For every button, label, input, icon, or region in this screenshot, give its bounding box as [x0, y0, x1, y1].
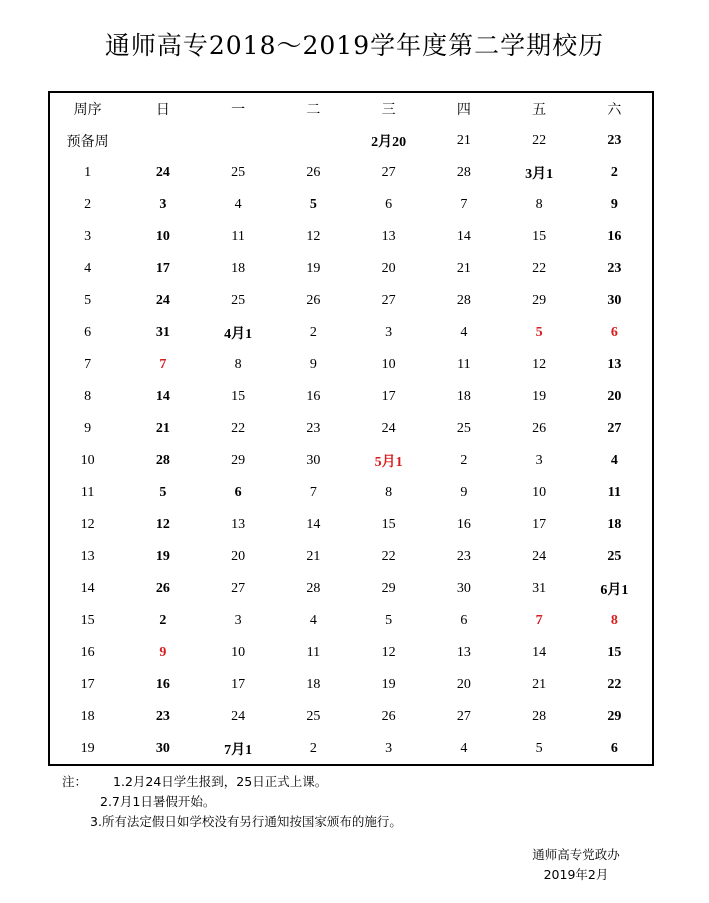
- day-cell: 13: [381, 229, 396, 244]
- day-cell: 7: [159, 357, 167, 372]
- day-cell: 24: [155, 293, 170, 308]
- note-2: 2.7月1日暑假开始。: [100, 794, 216, 809]
- table-row: [50, 637, 652, 669]
- day-cell: 27: [381, 165, 396, 180]
- day-cell: 2月20: [371, 135, 407, 150]
- day-cell: 19: [155, 549, 170, 564]
- day-cell: 7月1: [224, 743, 253, 758]
- day-cell: 30: [306, 453, 321, 468]
- day-cell: 5: [159, 485, 167, 500]
- day-cell: 14: [532, 645, 547, 660]
- day-cell: 30: [607, 293, 622, 308]
- day-cell: [201, 125, 276, 157]
- day-cell: 22: [532, 133, 547, 148]
- day-cell: 27: [231, 581, 246, 596]
- day-cell: 29: [231, 453, 246, 468]
- table-row: [50, 189, 652, 221]
- week-cell: 3: [84, 229, 92, 244]
- day-cell: 3月1: [525, 167, 554, 182]
- day-cell: 19: [306, 261, 321, 276]
- day-cell: 23: [607, 133, 622, 148]
- note-1: 1.2月24日学生报到，25日正式上课。: [113, 774, 328, 789]
- header-cell: 一: [231, 102, 246, 118]
- week-cell: 4: [84, 261, 92, 276]
- note-3: 3.所有法定假日如学校没有另行通知按国家颁布的施行。: [90, 814, 402, 829]
- day-cell: 22: [607, 677, 622, 692]
- table-row: [50, 253, 652, 285]
- day-cell: 22: [231, 421, 246, 436]
- day-cell: 18: [456, 389, 471, 404]
- day-cell: 26: [155, 581, 170, 596]
- day-cell: 11: [607, 485, 621, 500]
- day-cell: 29: [381, 581, 396, 596]
- day-cell: 18: [306, 677, 321, 692]
- day-cell: 2: [309, 741, 317, 756]
- day-cell: 8: [385, 485, 393, 500]
- day-cell: 21: [456, 133, 471, 148]
- day-cell: 7: [460, 197, 468, 212]
- day-cell: 24: [381, 421, 396, 436]
- day-cell: 4: [309, 613, 317, 628]
- week-cell: 2: [84, 197, 92, 212]
- day-cell: [125, 125, 200, 157]
- day-cell: 27: [456, 709, 471, 724]
- day-cell: 27: [381, 293, 396, 308]
- day-cell: 5: [385, 613, 393, 628]
- day-cell: 12: [532, 357, 547, 372]
- day-cell: 8: [234, 357, 242, 372]
- page-title: 通师高专2018～2019学年度第二学期校历: [104, 31, 605, 60]
- day-cell: 21: [456, 261, 471, 276]
- notes: [62, 772, 402, 832]
- day-cell: 24: [155, 165, 170, 180]
- day-cell: 23: [306, 421, 321, 436]
- day-cell: 6月1: [600, 583, 629, 598]
- note-line-1: [62, 772, 402, 792]
- day-cell: 6: [460, 613, 468, 628]
- table-row: [50, 157, 652, 189]
- day-cell: 12: [155, 517, 170, 532]
- day-cell: 3: [385, 741, 393, 756]
- day-cell: 17: [381, 389, 396, 404]
- day-cell: 15: [532, 229, 547, 244]
- table-row: [50, 477, 652, 509]
- table-row: [50, 349, 652, 381]
- day-cell: 4: [610, 453, 618, 468]
- day-cell: 4: [460, 325, 468, 340]
- day-cell: 21: [155, 421, 170, 436]
- day-cell: [276, 125, 351, 157]
- week-cell: 18: [80, 709, 95, 724]
- day-cell: 8: [535, 197, 543, 212]
- day-cell: 22: [532, 261, 547, 276]
- week-cell: 16: [80, 645, 95, 660]
- day-cell: 11: [457, 357, 471, 372]
- day-cell: 19: [532, 389, 547, 404]
- day-cell: 29: [607, 709, 622, 724]
- day-cell: 25: [231, 293, 246, 308]
- day-cell: 28: [155, 453, 170, 468]
- day-cell: 3: [234, 613, 242, 628]
- day-cell: 15: [231, 389, 246, 404]
- header-cell: 六: [607, 102, 622, 118]
- day-cell: 23: [607, 261, 622, 276]
- day-cell: 4: [460, 741, 468, 756]
- day-cell: 13: [231, 517, 246, 532]
- table-row: [50, 541, 652, 573]
- day-cell: 16: [607, 229, 622, 244]
- day-cell: 6: [234, 485, 242, 500]
- day-cell: 25: [607, 549, 622, 564]
- week-cell: 1: [84, 165, 92, 180]
- table-row: [50, 573, 652, 605]
- table-row: [50, 701, 652, 733]
- day-cell: 9: [610, 197, 618, 212]
- day-cell: 6: [610, 741, 618, 756]
- day-cell: 10: [231, 645, 246, 660]
- day-cell: 26: [381, 709, 396, 724]
- day-cell: 16: [155, 677, 170, 692]
- day-cell: 7: [309, 485, 317, 500]
- day-cell: 18: [231, 261, 246, 276]
- week-cell: 预备周: [66, 134, 109, 150]
- day-cell: 13: [607, 357, 622, 372]
- day-cell: 5: [535, 325, 543, 340]
- week-cell: 5: [84, 293, 92, 308]
- day-cell: 3: [535, 453, 543, 468]
- header-cell: 日: [155, 102, 170, 118]
- week-cell: 17: [80, 677, 95, 692]
- table-row: [50, 221, 652, 253]
- day-cell: 5: [535, 741, 543, 756]
- day-cell: 4月1: [224, 327, 253, 342]
- day-cell: 29: [532, 293, 547, 308]
- day-cell: 2: [309, 325, 317, 340]
- day-cell: 26: [532, 421, 547, 436]
- day-cell: 13: [456, 645, 471, 660]
- day-cell: 19: [381, 677, 396, 692]
- signature-date: 2019年2月: [543, 867, 609, 882]
- day-cell: 26: [306, 293, 321, 308]
- day-cell: 20: [456, 677, 471, 692]
- day-cell: 20: [607, 389, 622, 404]
- day-cell: 14: [456, 229, 471, 244]
- day-cell: 12: [306, 229, 321, 244]
- week-cell: 6: [84, 325, 92, 340]
- table-row: [50, 509, 652, 541]
- day-cell: 16: [306, 389, 321, 404]
- week-cell: 19: [80, 741, 95, 756]
- day-cell: 20: [381, 261, 396, 276]
- day-cell: 23: [155, 709, 170, 724]
- day-cell: 27: [607, 421, 622, 436]
- signature-org: 通师高专党政办: [532, 847, 620, 862]
- day-cell: 24: [231, 709, 246, 724]
- table-row: [50, 413, 652, 445]
- header-cell: 五: [532, 102, 547, 118]
- day-cell: 21: [532, 677, 547, 692]
- day-cell: 12: [381, 645, 396, 660]
- day-cell: 15: [381, 517, 396, 532]
- note-line-3: [62, 812, 402, 832]
- week-cell: 7: [84, 357, 92, 372]
- day-cell: 11: [306, 645, 321, 660]
- day-cell: 15: [607, 645, 622, 660]
- day-cell: 9: [309, 357, 317, 372]
- header-cell: 四: [456, 102, 471, 118]
- day-cell: 23: [456, 549, 471, 564]
- day-cell: 3: [385, 325, 393, 340]
- day-cell: 6: [385, 197, 393, 212]
- note-line-2: [62, 792, 402, 812]
- header-cell: 二: [306, 102, 321, 118]
- day-cell: 10: [532, 485, 547, 500]
- table-row: [50, 125, 652, 157]
- table-row: [50, 381, 652, 413]
- day-cell: 28: [306, 581, 321, 596]
- table-row: [50, 285, 652, 317]
- day-cell: 28: [456, 165, 471, 180]
- week-cell: 15: [80, 613, 95, 628]
- table-row: [50, 669, 652, 701]
- day-cell: 2: [159, 613, 167, 628]
- calendar-table: [48, 91, 654, 766]
- day-cell: 6: [610, 325, 618, 340]
- day-cell: 17: [155, 261, 170, 276]
- table-row: [50, 733, 652, 765]
- day-cell: 5: [309, 197, 317, 212]
- day-cell: 17: [231, 677, 246, 692]
- day-cell: 10: [381, 357, 396, 372]
- day-cell: 2: [460, 453, 468, 468]
- day-cell: 30: [456, 581, 471, 596]
- table-row: [50, 605, 652, 637]
- week-cell: 10: [80, 453, 95, 468]
- day-cell: 16: [456, 517, 471, 532]
- day-cell: 30: [155, 741, 170, 756]
- day-cell: 31: [532, 581, 547, 596]
- signature: [516, 845, 636, 885]
- week-cell: 8: [84, 389, 92, 404]
- day-cell: 31: [155, 325, 170, 340]
- day-cell: 25: [456, 421, 471, 436]
- day-cell: 18: [607, 517, 622, 532]
- day-cell: 26: [306, 165, 321, 180]
- header-cell: 三: [381, 102, 396, 118]
- day-cell: 11: [231, 229, 245, 244]
- day-cell: 7: [535, 613, 543, 628]
- day-cell: 28: [532, 709, 547, 724]
- day-cell: 22: [381, 549, 396, 564]
- day-cell: 21: [306, 549, 321, 564]
- day-cell: 3: [159, 197, 167, 212]
- day-cell: 5月1: [374, 455, 403, 470]
- day-cell: 10: [155, 229, 170, 244]
- week-cell: 12: [80, 517, 95, 532]
- header-cell: 周序: [73, 102, 102, 118]
- day-cell: 9: [159, 645, 167, 660]
- day-cell: 17: [532, 517, 547, 532]
- day-cell: 9: [460, 485, 468, 500]
- day-cell: 25: [231, 165, 246, 180]
- day-cell: 14: [306, 517, 321, 532]
- header-row: [50, 93, 652, 125]
- week-cell: 13: [80, 549, 95, 564]
- day-cell: 4: [234, 197, 242, 212]
- day-cell: 20: [231, 549, 246, 564]
- table-row: [50, 317, 652, 349]
- day-cell: 24: [532, 549, 547, 564]
- day-cell: 2: [610, 165, 618, 180]
- week-cell: 14: [80, 581, 95, 596]
- day-cell: 8: [610, 613, 618, 628]
- table-row: [50, 445, 652, 477]
- week-cell: 9: [84, 421, 92, 436]
- notes-label: 注：: [62, 774, 88, 789]
- week-cell: 11: [80, 485, 95, 500]
- day-cell: 14: [155, 389, 170, 404]
- day-cell: 28: [456, 293, 471, 308]
- day-cell: 25: [306, 709, 321, 724]
